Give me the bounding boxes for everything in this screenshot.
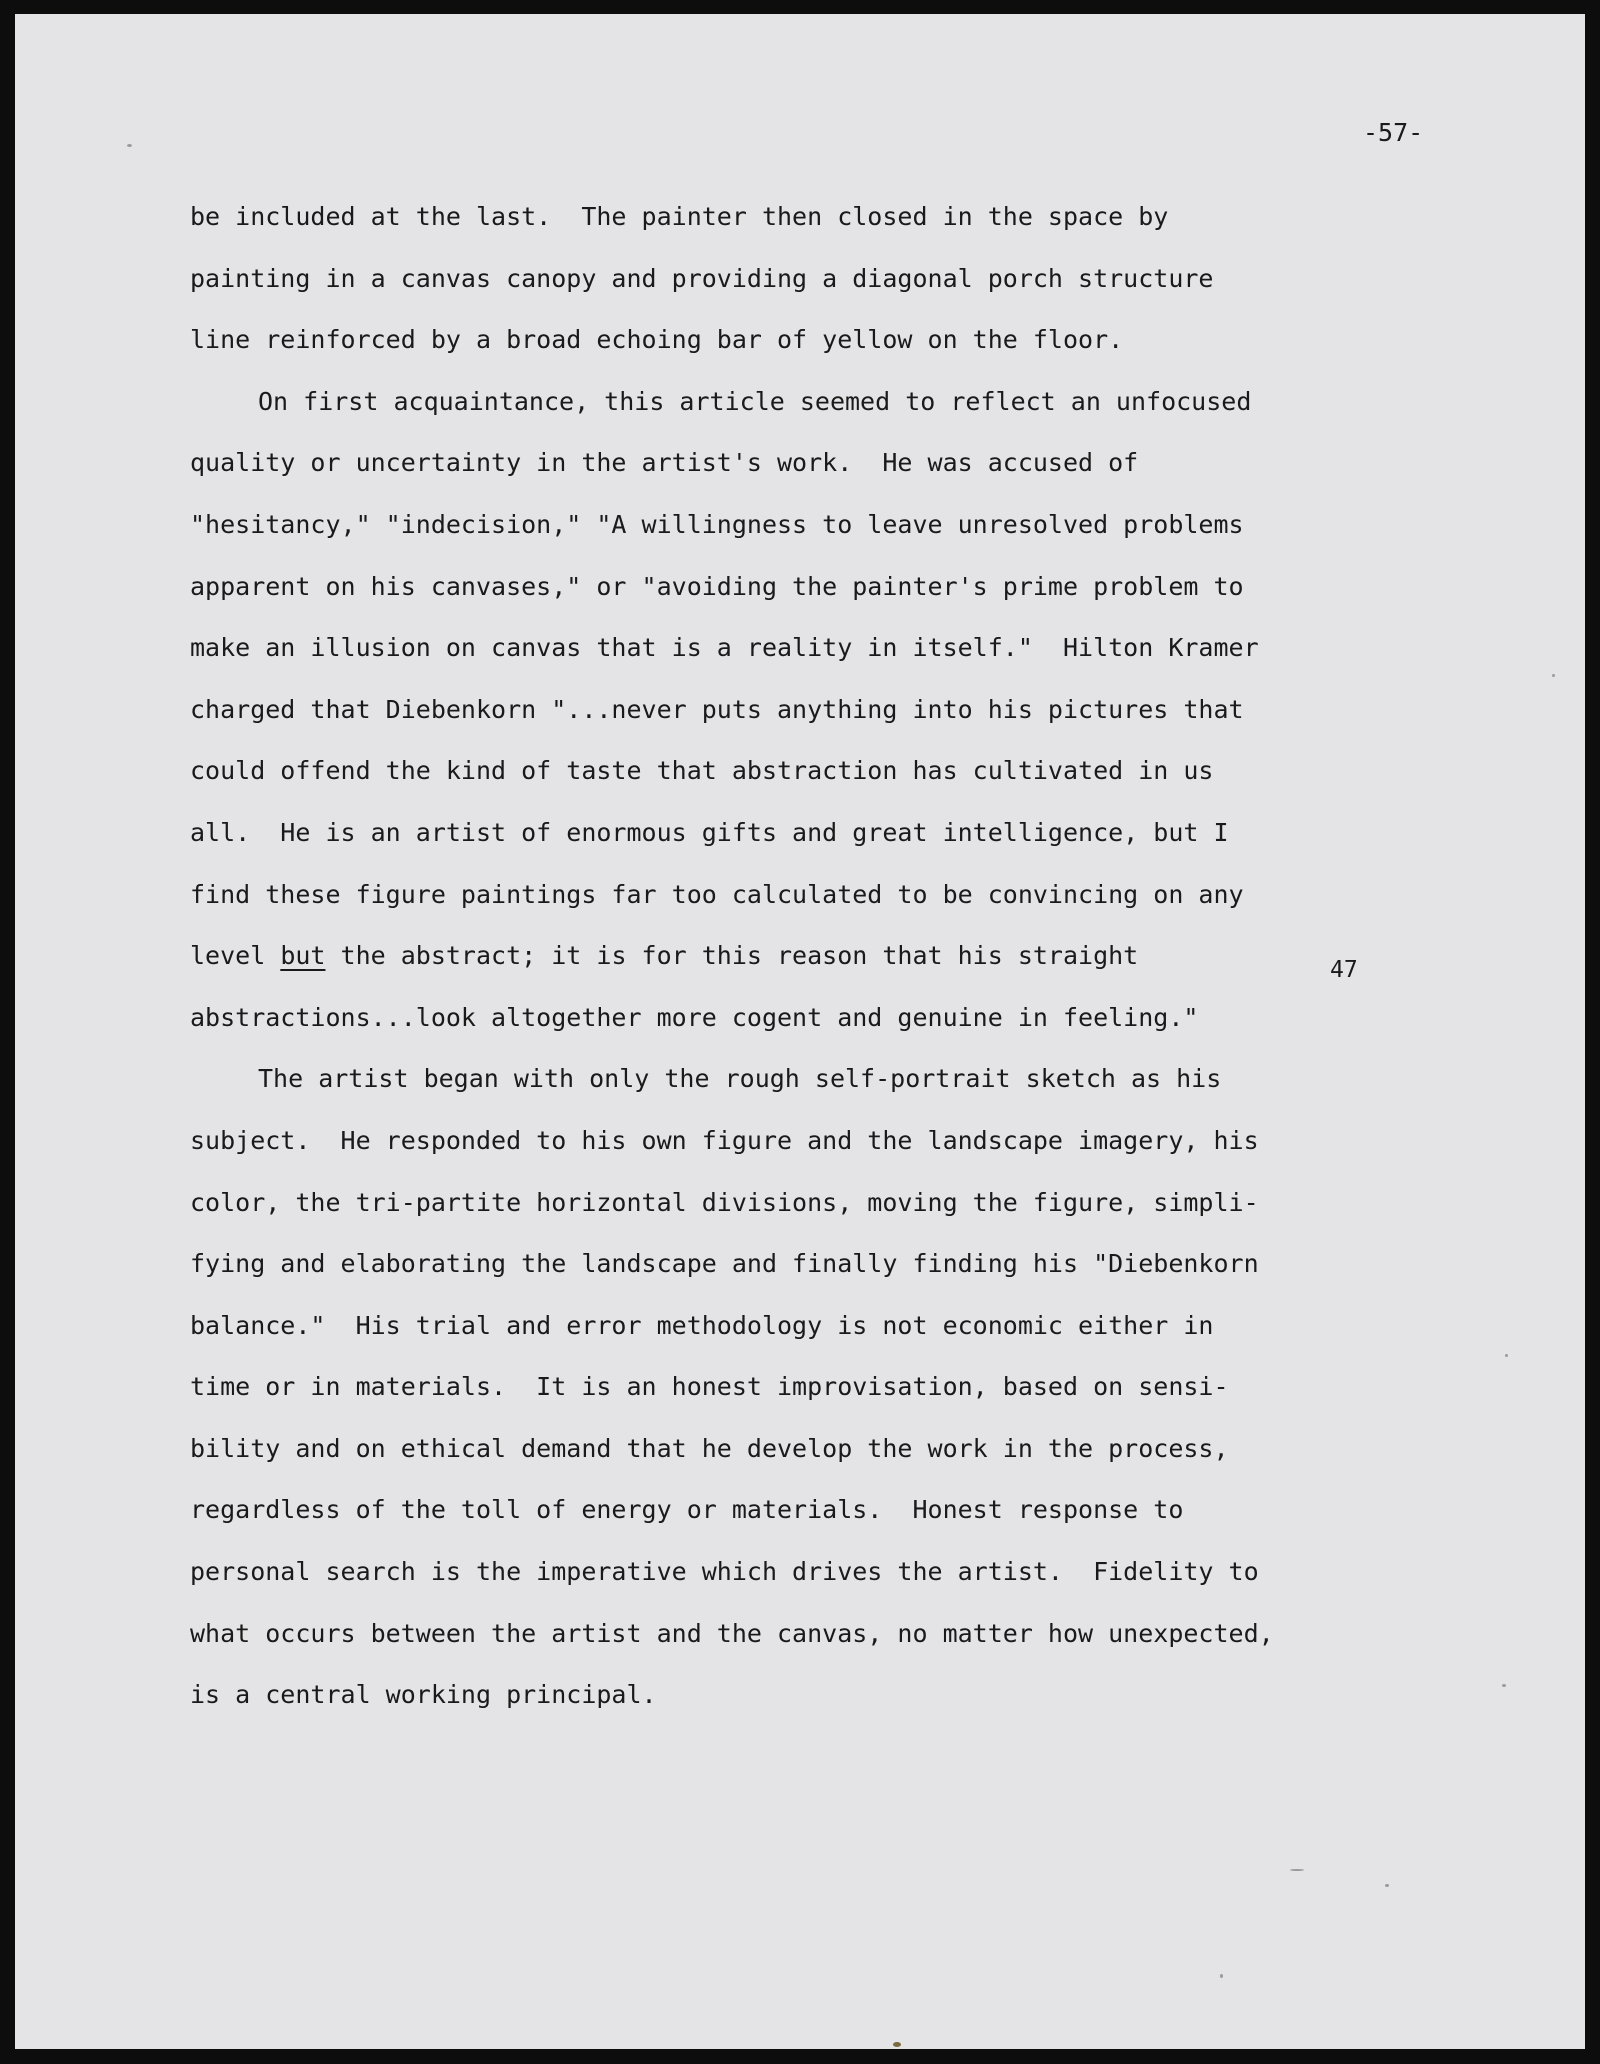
text-line: subject. He responded to his own figure and the landscape imagery, his — [190, 1125, 1259, 1155]
text-segment: the abstract; it is for this reason that his straight — [325, 941, 1139, 971]
text-line: all. He is an artist of enormous gifts and great intelligence, but I — [190, 817, 1229, 847]
text-line: line reinforced by a broad echoing bar of yellow on the floor. — [190, 325, 1124, 355]
body-text — [190, 186, 1358, 1726]
text-line: charged that Diebenkorn "...never puts anything into his pictures that — [190, 694, 1244, 724]
dust-speck — [893, 2042, 901, 2047]
underlined-word: but — [280, 941, 326, 971]
text-line: what occurs between the artist and the canvas, no matter how unexpected, — [190, 1618, 1274, 1648]
dust-speck — [1220, 1974, 1223, 1978]
text-line: fying and elaborating the landscape and finally finding his "Diebenkorn — [190, 1249, 1259, 1279]
text-line: apparent on his canvases," or "avoiding the painter's prime problem to — [190, 571, 1244, 601]
text-line: could offend the kind of taste that abstraction has cultivated in us — [190, 756, 1214, 786]
text-line-with-underline — [190, 925, 1274, 987]
text-segment: level — [190, 941, 281, 971]
document-page — [15, 14, 1585, 2049]
text-line: painting in a canvas canopy and providing a diagonal porch structure — [190, 263, 1214, 293]
text-line: "hesitancy," "indecision," "A willingness to leave unresolved problems — [190, 509, 1244, 539]
text-line: personal search is the imperative which drives the artist. Fidelity to — [190, 1557, 1259, 1587]
text-line: On first acquaintance, this article seemed to reflect an unfocused — [258, 386, 1252, 416]
text-line: balance." His trial and error methodology is not economic either in — [190, 1310, 1214, 1340]
text-line: time or in materials. It is an honest improvisation, based on sensi- — [190, 1372, 1229, 1402]
text-line: is a central working principal. — [190, 1680, 657, 1710]
text-line: make an illusion on canvas that is a reality in itself." Hilton Kramer — [190, 633, 1259, 663]
text-line: find these figure paintings far too calculated to be convincing on any — [190, 879, 1244, 909]
dust-speck — [127, 144, 132, 147]
dust-speck — [1290, 1869, 1304, 1871]
page-number: -57- — [1363, 118, 1424, 147]
dust-speck — [1505, 1354, 1508, 1357]
text-line: be included at the last. The painter then closed in the space by — [190, 202, 1169, 231]
footnote-reference: 47 — [1330, 956, 1358, 983]
text-line: regardless of the toll of energy or materials. Honest response to — [190, 1495, 1184, 1525]
dust-speck — [1385, 1884, 1389, 1887]
text-line: quality or uncertainty in the artist's work. He was accused of — [190, 448, 1139, 478]
text-line: bility and on ethical demand that he develop the work in the process, — [190, 1433, 1229, 1463]
dust-speck — [1552, 674, 1555, 677]
text-segment: abstractions...look altogether more cogent and genuine in feeling." — [190, 1002, 1199, 1032]
dust-speck — [1502, 1684, 1506, 1687]
text-line: color, the tri-partite horizontal divisions, moving the figure, simpli- — [190, 1187, 1259, 1217]
text-line: The artist began with only the rough self-portrait sketch as his — [258, 1064, 1222, 1094]
